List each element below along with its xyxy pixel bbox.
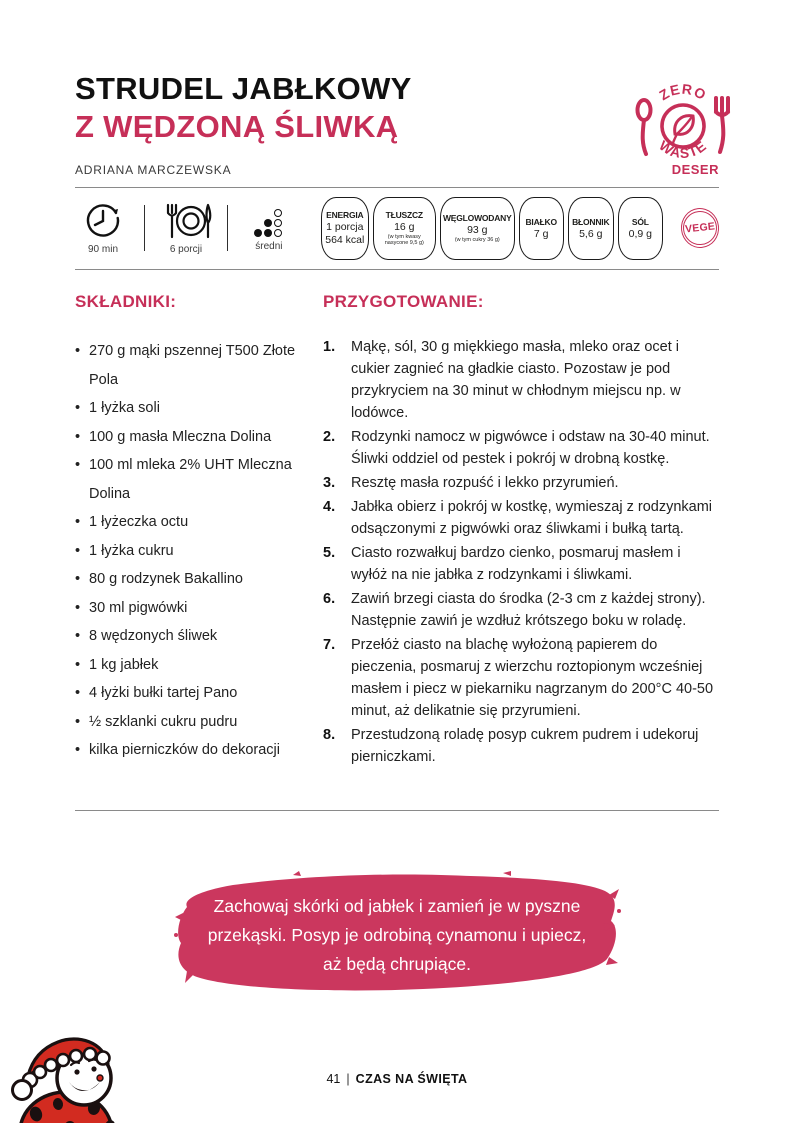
page-number: 41 — [326, 1072, 341, 1086]
book-title: CZAS NA ŚWIĘTA — [355, 1072, 468, 1086]
time-label: 90 min — [87, 244, 118, 255]
preparation-step — [323, 542, 719, 586]
ingredient-text: 4 łyżki bułki tartej Pano — [89, 685, 238, 701]
nutrition-badge — [373, 197, 436, 260]
meta-divider-line — [75, 269, 719, 270]
difficulty-label: średni — [255, 241, 283, 252]
ingredient-item — [75, 651, 323, 680]
ingredient-item — [75, 394, 323, 423]
tip-text — [173, 871, 621, 997]
ingredient-text: 80 g rodzynek Bakallino — [89, 571, 243, 587]
nutrition-value: 5,6 g — [579, 227, 603, 240]
preparation-step — [323, 496, 719, 540]
recipe-title-line1: STRUDEL JABŁKOWY — [75, 71, 412, 106]
category-label: DESER — [671, 162, 719, 177]
nutrition-badge — [568, 197, 614, 260]
clock-icon — [83, 201, 123, 241]
difficulty-meta — [241, 204, 297, 252]
servings-icon — [160, 201, 212, 241]
nutrition-value: 16 g — [394, 220, 415, 233]
ingredient-text: 8 wędzonych śliwek — [89, 628, 218, 644]
nutrition-badge — [440, 197, 515, 260]
preparation-heading: PRZYGOTOWANIE: — [323, 292, 484, 311]
recipe-title-line2: Z WĘDZONĄ ŚLIWKĄ — [75, 109, 399, 144]
nutrition-note: (w tym cukry 36 g) — [454, 236, 500, 243]
zero-waste-bottom-text: WASTE — [656, 137, 710, 162]
nutrition-badge — [618, 197, 663, 260]
ingredients-heading: SKŁADNIKI: — [75, 292, 177, 311]
preparation-step — [323, 426, 719, 470]
preparation-step — [323, 472, 719, 494]
recipe-body — [75, 292, 719, 770]
ingredient-item — [75, 508, 323, 537]
ingredient-text: 1 kg jabłek — [89, 656, 159, 673]
zero-waste-badge — [633, 74, 733, 181]
ladybug-mascot — [8, 1034, 126, 1123]
nutrition-value: 93 g — [467, 223, 488, 236]
step-number: 3. — [323, 475, 336, 491]
ingredient-text: kilka pierniczków do dekoracji — [89, 742, 280, 758]
step-number: 2. — [323, 429, 336, 445]
ingredient-text: 1 łyżeczka octu — [89, 514, 189, 530]
ingredient-text: 30 ml pigwówki — [89, 599, 188, 616]
nutrition-badges — [321, 197, 663, 260]
ingredient-text: 100 ml mleka 2% UHT Mleczna Dolina — [89, 457, 292, 502]
ingredient-item — [75, 622, 323, 651]
svg-text:WASTE — [656, 137, 709, 161]
step-text: Mąkę, sól, 30 g miękkiego masła, mleko oraz ocet i cukier zagnieć na gładkie ciasto. Pozostaw je pod przykryciem na 30 minut w chłodnym miejscu np. w lodówce. — [351, 339, 681, 421]
time-meta — [75, 201, 131, 255]
header — [75, 70, 719, 177]
nutrition-label: TŁUSZCZ — [385, 209, 423, 220]
step-number: 1. — [323, 339, 336, 355]
ingredients-section — [75, 292, 323, 770]
ingredient-item — [75, 451, 323, 508]
zero-waste-top-text: ZERO — [656, 80, 710, 104]
zero-waste-icon — [633, 74, 733, 176]
nutrition-value: 7 g — [533, 227, 549, 240]
vege-label: VEGE — [681, 209, 718, 246]
nutrition-badge — [519, 197, 564, 260]
ingredient-text: 270 g mąki pszennej T500 Złote Pola — [89, 343, 296, 388]
step-text: Jabłka obierz i pokrój w kostkę, wymieszaj z rodzynkami odsączonymi z pigwówki oraz śliwkami i bułką tartą. — [351, 499, 713, 537]
header-divider — [75, 187, 719, 188]
step-text: Ciasto rozwałkuj bardzo cienko, posmaruj masłem i wyłóż na nie jabłka z rodzynkami i śliwkami. — [351, 545, 681, 583]
step-text: Przełóż ciasto na blachę wyłożoną papierem do pieczenia, posmaruj z wierzchu roztopionym wcześniej masłem i piecz w piekarniku nagrzanym do 200°C 40-50 minut, aż delikatnie się przyrumieni. — [351, 637, 714, 719]
ingredient-item — [75, 736, 323, 765]
meta-divider — [144, 205, 145, 251]
step-text: Przestudzoną roladę posyp cukrem pudrem i udekoruj pierniczkami. — [351, 727, 699, 765]
ingredient-item — [75, 708, 323, 737]
ingredient-item — [75, 565, 323, 594]
ingredients-list — [75, 337, 323, 765]
author-name: ADRIANA MARCZEWSKA — [75, 163, 232, 177]
preparation-section — [323, 292, 719, 770]
nutrition-badge — [321, 197, 369, 260]
step-number: 8. — [323, 727, 336, 743]
meta-divider — [227, 205, 228, 251]
tip-banner — [173, 871, 621, 997]
step-number: 6. — [323, 591, 336, 607]
ingredient-item — [75, 423, 323, 452]
bottom-divider — [75, 810, 719, 811]
footer-separator: | — [346, 1072, 350, 1086]
nutrition-label: BIAŁKO — [525, 216, 557, 227]
nutrition-label: BŁONNIK — [572, 216, 610, 227]
difficulty-icon — [254, 209, 283, 238]
preparation-steps — [323, 336, 719, 768]
ingredient-item — [75, 337, 323, 394]
servings-label: 6 porcji — [169, 244, 203, 255]
nutrition-label: WĘGLOWODANY — [442, 212, 512, 223]
preparation-step — [323, 588, 719, 632]
nutrition-note: (w tym kwasy nasycone 9,5 g) — [384, 233, 424, 246]
nutrition-label: ENERGIA — [326, 210, 364, 220]
ingredient-item — [75, 594, 323, 623]
svg-text:ZERO — [656, 81, 709, 104]
servings-meta — [158, 201, 214, 255]
ingredient-text: 1 łyżka soli — [89, 400, 160, 416]
nutrition-value: 1 porcja — [326, 221, 364, 233]
ingredient-text: 1 łyżka cukru — [89, 542, 174, 559]
nutrition-label: SÓL — [631, 216, 649, 227]
step-number: 5. — [323, 545, 336, 561]
ingredient-item — [75, 679, 323, 708]
step-text: Zawiń brzegi ciasta do środka (2-3 cm z każdej strony). Następnie zawiń je wzdłuż krótszego boku w roladę. — [351, 591, 706, 629]
ingredient-text: ½ szklanki cukru pudru — [89, 713, 238, 730]
preparation-step — [323, 336, 719, 424]
preparation-step — [323, 634, 719, 722]
ladybug-santa-icon — [8, 1034, 126, 1123]
step-number: 7. — [323, 637, 336, 653]
vege-badge — [679, 206, 721, 250]
ingredient-text: 100 g masła Mleczna Dolina — [89, 428, 272, 445]
ingredient-item — [75, 537, 323, 566]
preparation-step — [323, 724, 719, 768]
tip-line-2: przekąski. Posyp je odrobiną cynamonu i upiecz, — [207, 924, 587, 945]
meta-row — [75, 194, 719, 262]
nutrition-value2: 564 kcal — [325, 234, 365, 246]
step-text: Rodzynki namocz w pigwówce i odstaw na 30-40 minut. Śliwki oddziel od pestek i pokrój w drobną kostkę. — [351, 429, 710, 467]
tip-line-3: aż będą chrupiące. — [323, 953, 471, 974]
nutrition-value: 0,9 g — [628, 227, 652, 240]
step-number: 4. — [323, 499, 336, 515]
step-text: Resztę masła rozpuść i lekko przyrumień. — [351, 475, 619, 491]
tip-line-1: Zachowaj skórki od jabłek i zamień je w pyszne — [213, 895, 581, 916]
